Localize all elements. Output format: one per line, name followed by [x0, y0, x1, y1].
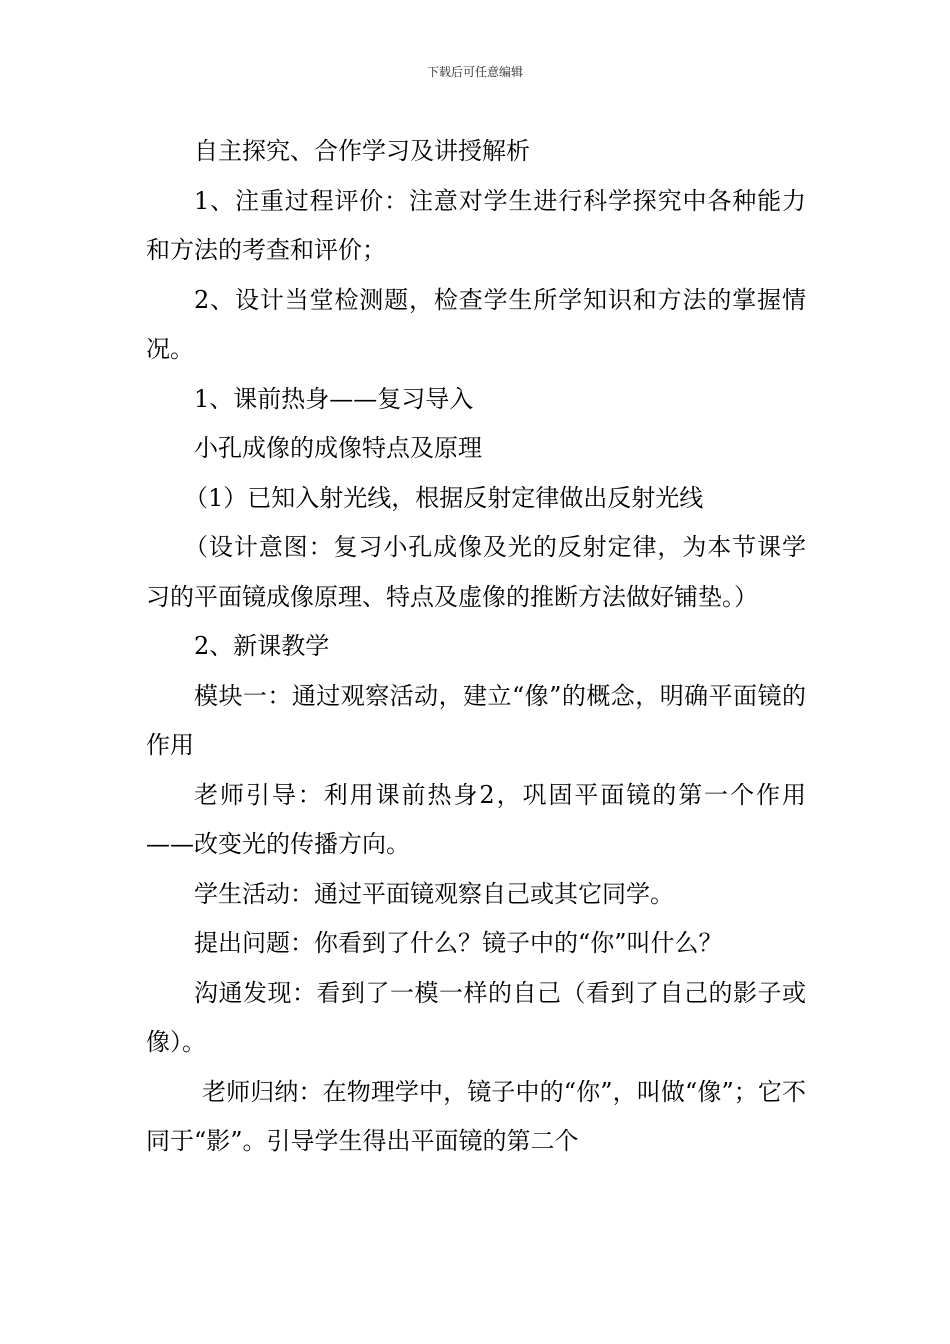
paragraph-class-test: 2、设计当堂检测题，检查学生所学知识和方法的掌握情况。: [146, 285, 806, 363]
paragraph-teacher-summary: 老师归纳：在物理学中，镜子中的“你”，叫做“像”；它不同于“影”。引导学生得出平面镜的第二个: [146, 1077, 806, 1155]
page-header: 下载后可任意编辑: [426, 65, 523, 79]
paragraph-design-intent: （设计意图：复习小孔成像及光的反射定律，为本节课学习的平面镜成像原理、特点及虚像的推断方法做好铺垫。）: [146, 533, 806, 611]
section-warmup-heading: 1、课前热身——复习导入: [194, 384, 474, 413]
paragraph-teaching-method: 自主探究、合作学习及讲授解析: [194, 137, 530, 165]
paragraph-pinhole-imaging: 小孔成像的成像特点及原理: [194, 434, 482, 462]
paragraph-process-evaluation: 1、注重过程评价：注意对学生进行科学探究中各种能力和方法的考查和评价；: [146, 186, 806, 264]
paragraph-reflection-exercise: （1）已知入射光线，根据反射定律做出反射光线: [184, 483, 704, 512]
paragraph-module-one: 模块一：通过观察活动，建立“像”的概念，明确平面镜的作用: [146, 681, 806, 759]
paragraph-question: 提出问题：你看到了什么？镜子中的“你”叫什么？: [194, 929, 723, 957]
paragraph-discovery: 沟通发现：看到了一模一样的自己（看到了自己的影子或像）。: [146, 978, 806, 1056]
paragraph-teacher-guidance: 老师引导：利用课前热身2，巩固平面镜的第一个作用——改变光的传播方向。: [146, 780, 806, 858]
document-body: [146, 127, 806, 1167]
section-new-lesson-heading: 2、新课教学: [194, 632, 330, 660]
paragraph-student-activity: 学生活动：通过平面镜观察自己或其它同学。: [194, 879, 674, 908]
